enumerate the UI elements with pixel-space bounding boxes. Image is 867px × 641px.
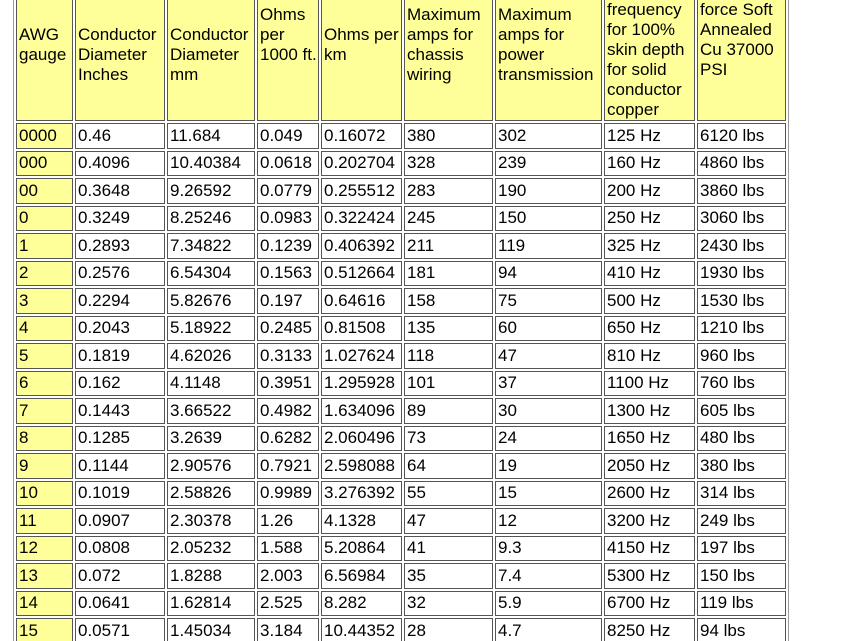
cell-diameter-inches: 0.1144 bbox=[75, 453, 165, 479]
cell-awg-gauge: 13 bbox=[16, 563, 73, 589]
cell-diameter-mm: 1.8288 bbox=[167, 563, 255, 589]
cell-ohms-per-1000ft: 1.26 bbox=[257, 508, 319, 534]
cell-diameter-inches: 0.1285 bbox=[75, 426, 165, 452]
cell-diameter-mm: 5.82676 bbox=[167, 288, 255, 314]
cell-diameter-inches: 0.0641 bbox=[75, 591, 165, 617]
cell-breaking-force: 150 lbs bbox=[697, 563, 786, 589]
cell-diameter-mm: 11.684 bbox=[167, 123, 255, 149]
cell-breaking-force: 960 lbs bbox=[697, 343, 786, 369]
cell-max-amps-chassis: 101 bbox=[404, 371, 493, 397]
header-diameter-mm: Conductor Diameter mm bbox=[167, 0, 255, 121]
cell-awg-gauge: 8 bbox=[16, 426, 73, 452]
table-row bbox=[16, 123, 786, 149]
cell-max-amps-chassis: 135 bbox=[404, 316, 493, 342]
cell-max-frequency: 5300 Hz bbox=[604, 563, 695, 589]
table-row bbox=[16, 288, 786, 314]
cell-ohms-per-1000ft: 0.9989 bbox=[257, 481, 319, 507]
header-max-amps-power: Maximum amps for power transmission bbox=[495, 0, 602, 121]
cell-max-amps-power: 5.9 bbox=[495, 591, 602, 617]
cell-diameter-inches: 0.0571 bbox=[75, 618, 165, 641]
cell-ohms-per-km: 2.060496 bbox=[321, 426, 402, 452]
cell-ohms-per-1000ft: 0.4982 bbox=[257, 398, 319, 424]
cell-breaking-force: 1930 lbs bbox=[697, 261, 786, 287]
cell-diameter-inches: 0.2294 bbox=[75, 288, 165, 314]
cell-ohms-per-1000ft: 0.2485 bbox=[257, 316, 319, 342]
cell-diameter-inches: 0.1443 bbox=[75, 398, 165, 424]
cell-awg-gauge: 12 bbox=[16, 536, 73, 562]
cell-diameter-inches: 0.1019 bbox=[75, 481, 165, 507]
cell-awg-gauge: 15 bbox=[16, 618, 73, 641]
cell-ohms-per-1000ft: 0.6282 bbox=[257, 426, 319, 452]
cell-diameter-inches: 0.2893 bbox=[75, 233, 165, 259]
cell-breaking-force: 94 lbs bbox=[697, 618, 786, 641]
cell-max-frequency: 325 Hz bbox=[604, 233, 695, 259]
cell-ohms-per-km: 6.56984 bbox=[321, 563, 402, 589]
cell-ohms-per-km: 0.64616 bbox=[321, 288, 402, 314]
cell-ohms-per-km: 10.44352 bbox=[321, 618, 402, 641]
cell-max-amps-power: 15 bbox=[495, 481, 602, 507]
cell-max-frequency: 3200 Hz bbox=[604, 508, 695, 534]
table-row bbox=[16, 371, 786, 397]
cell-ohms-per-1000ft: 0.049 bbox=[257, 123, 319, 149]
cell-diameter-inches: 0.4096 bbox=[75, 151, 165, 177]
cell-diameter-mm: 8.25246 bbox=[167, 206, 255, 232]
header-breaking-force: force Soft Annealed Cu 37000 PSI bbox=[697, 0, 786, 121]
cell-max-frequency: 2600 Hz bbox=[604, 481, 695, 507]
cell-breaking-force: 2430 lbs bbox=[697, 233, 786, 259]
table-row bbox=[16, 426, 786, 452]
cell-ohms-per-1000ft: 0.197 bbox=[257, 288, 319, 314]
cell-max-frequency: 1300 Hz bbox=[604, 398, 695, 424]
cell-awg-gauge: 00 bbox=[16, 178, 73, 204]
table-row bbox=[16, 453, 786, 479]
cell-breaking-force: 480 lbs bbox=[697, 426, 786, 452]
cell-breaking-force: 1210 lbs bbox=[697, 316, 786, 342]
cell-max-amps-chassis: 89 bbox=[404, 398, 493, 424]
cell-max-amps-power: 30 bbox=[495, 398, 602, 424]
cell-max-amps-chassis: 35 bbox=[404, 563, 493, 589]
cell-awg-gauge: 4 bbox=[16, 316, 73, 342]
table-row bbox=[16, 316, 786, 342]
cell-ohms-per-1000ft: 0.0983 bbox=[257, 206, 319, 232]
cell-max-amps-chassis: 211 bbox=[404, 233, 493, 259]
cell-max-frequency: 200 Hz bbox=[604, 178, 695, 204]
header-ohms-per-1000ft: Ohms per 1000 ft. bbox=[257, 0, 319, 121]
cell-ohms-per-km: 0.322424 bbox=[321, 206, 402, 232]
table-row bbox=[16, 481, 786, 507]
cell-ohms-per-km: 4.1328 bbox=[321, 508, 402, 534]
cell-ohms-per-km: 1.634096 bbox=[321, 398, 402, 424]
cell-diameter-mm: 2.58826 bbox=[167, 481, 255, 507]
cell-breaking-force: 249 lbs bbox=[697, 508, 786, 534]
cell-breaking-force: 3860 lbs bbox=[697, 178, 786, 204]
cell-diameter-inches: 0.3249 bbox=[75, 206, 165, 232]
cell-max-amps-chassis: 245 bbox=[404, 206, 493, 232]
cell-breaking-force: 6120 lbs bbox=[697, 123, 786, 149]
cell-awg-gauge: 2 bbox=[16, 261, 73, 287]
table-row bbox=[16, 398, 786, 424]
cell-ohms-per-1000ft: 0.0618 bbox=[257, 151, 319, 177]
cell-max-amps-chassis: 41 bbox=[404, 536, 493, 562]
cell-ohms-per-1000ft: 0.1563 bbox=[257, 261, 319, 287]
cell-max-frequency: 500 Hz bbox=[604, 288, 695, 314]
cell-breaking-force: 3060 lbs bbox=[697, 206, 786, 232]
cell-diameter-inches: 0.2043 bbox=[75, 316, 165, 342]
cell-max-amps-power: 4.7 bbox=[495, 618, 602, 641]
table-row bbox=[16, 563, 786, 589]
table-row bbox=[16, 233, 786, 259]
cell-ohms-per-km: 1.295928 bbox=[321, 371, 402, 397]
cell-max-amps-chassis: 47 bbox=[404, 508, 493, 534]
cell-breaking-force: 1530 lbs bbox=[697, 288, 786, 314]
wire-gauge-table-container bbox=[13, 0, 789, 641]
cell-max-amps-power: 19 bbox=[495, 453, 602, 479]
cell-ohms-per-1000ft: 0.3951 bbox=[257, 371, 319, 397]
cell-ohms-per-km: 0.406392 bbox=[321, 233, 402, 259]
cell-breaking-force: 760 lbs bbox=[697, 371, 786, 397]
cell-ohms-per-1000ft: 3.184 bbox=[257, 618, 319, 641]
cell-awg-gauge: 5 bbox=[16, 343, 73, 369]
cell-max-amps-power: 239 bbox=[495, 151, 602, 177]
cell-diameter-inches: 0.162 bbox=[75, 371, 165, 397]
cell-max-amps-chassis: 118 bbox=[404, 343, 493, 369]
cell-max-amps-power: 60 bbox=[495, 316, 602, 342]
cell-max-frequency: 810 Hz bbox=[604, 343, 695, 369]
cell-max-amps-power: 9.3 bbox=[495, 536, 602, 562]
cell-max-amps-power: 150 bbox=[495, 206, 602, 232]
cell-awg-gauge: 1 bbox=[16, 233, 73, 259]
cell-diameter-mm: 2.05232 bbox=[167, 536, 255, 562]
cell-ohms-per-km: 2.598088 bbox=[321, 453, 402, 479]
cell-breaking-force: 197 lbs bbox=[697, 536, 786, 562]
cell-max-amps-power: 119 bbox=[495, 233, 602, 259]
cell-max-amps-power: 37 bbox=[495, 371, 602, 397]
cell-diameter-mm: 2.30378 bbox=[167, 508, 255, 534]
cell-max-amps-chassis: 181 bbox=[404, 261, 493, 287]
cell-max-amps-power: 7.4 bbox=[495, 563, 602, 589]
cell-max-frequency: 4150 Hz bbox=[604, 536, 695, 562]
cell-diameter-inches: 0.1819 bbox=[75, 343, 165, 369]
table-row bbox=[16, 618, 786, 641]
cell-max-amps-power: 302 bbox=[495, 123, 602, 149]
cell-max-amps-power: 94 bbox=[495, 261, 602, 287]
cell-awg-gauge: 3 bbox=[16, 288, 73, 314]
table-row bbox=[16, 591, 786, 617]
cell-max-amps-chassis: 158 bbox=[404, 288, 493, 314]
cell-breaking-force: 380 lbs bbox=[697, 453, 786, 479]
cell-diameter-mm: 3.2639 bbox=[167, 426, 255, 452]
cell-max-frequency: 1650 Hz bbox=[604, 426, 695, 452]
cell-breaking-force: 605 lbs bbox=[697, 398, 786, 424]
cell-diameter-mm: 5.18922 bbox=[167, 316, 255, 342]
cell-breaking-force: 119 lbs bbox=[697, 591, 786, 617]
cell-ohms-per-1000ft: 0.0779 bbox=[257, 178, 319, 204]
header-diameter-inches: Conductor Diameter Inches bbox=[75, 0, 165, 121]
cell-awg-gauge: 11 bbox=[16, 508, 73, 534]
cell-max-frequency: 650 Hz bbox=[604, 316, 695, 342]
cell-awg-gauge: 0 bbox=[16, 206, 73, 232]
cell-awg-gauge: 7 bbox=[16, 398, 73, 424]
cell-max-amps-chassis: 28 bbox=[404, 618, 493, 641]
cell-ohms-per-km: 0.202704 bbox=[321, 151, 402, 177]
cell-ohms-per-1000ft: 2.525 bbox=[257, 591, 319, 617]
cell-max-amps-chassis: 32 bbox=[404, 591, 493, 617]
cell-breaking-force: 314 lbs bbox=[697, 481, 786, 507]
header-ohms-per-km: Ohms per km bbox=[321, 0, 402, 121]
table-row bbox=[16, 261, 786, 287]
header-max-frequency: frequency for 100% skin depth for solid conductor copper bbox=[604, 0, 695, 121]
cell-diameter-mm: 2.90576 bbox=[167, 453, 255, 479]
cell-max-frequency: 125 Hz bbox=[604, 123, 695, 149]
cell-diameter-inches: 0.46 bbox=[75, 123, 165, 149]
cell-diameter-inches: 0.072 bbox=[75, 563, 165, 589]
cell-ohms-per-km: 0.255512 bbox=[321, 178, 402, 204]
cell-diameter-inches: 0.0808 bbox=[75, 536, 165, 562]
cell-ohms-per-1000ft: 0.3133 bbox=[257, 343, 319, 369]
cell-ohms-per-km: 1.027624 bbox=[321, 343, 402, 369]
cell-ohms-per-1000ft: 0.7921 bbox=[257, 453, 319, 479]
cell-ohms-per-km: 0.16072 bbox=[321, 123, 402, 149]
cell-diameter-mm: 9.26592 bbox=[167, 178, 255, 204]
cell-diameter-mm: 1.62814 bbox=[167, 591, 255, 617]
cell-max-amps-power: 75 bbox=[495, 288, 602, 314]
cell-diameter-inches: 0.2576 bbox=[75, 261, 165, 287]
cell-ohms-per-km: 8.282 bbox=[321, 591, 402, 617]
cell-ohms-per-1000ft: 2.003 bbox=[257, 563, 319, 589]
cell-diameter-mm: 4.62026 bbox=[167, 343, 255, 369]
cell-diameter-mm: 3.66522 bbox=[167, 398, 255, 424]
cell-awg-gauge: 9 bbox=[16, 453, 73, 479]
cell-max-frequency: 6700 Hz bbox=[604, 591, 695, 617]
cell-max-amps-chassis: 64 bbox=[404, 453, 493, 479]
cell-diameter-inches: 0.0907 bbox=[75, 508, 165, 534]
cell-max-amps-chassis: 328 bbox=[404, 151, 493, 177]
cell-ohms-per-km: 3.276392 bbox=[321, 481, 402, 507]
cell-max-frequency: 410 Hz bbox=[604, 261, 695, 287]
cell-diameter-mm: 4.1148 bbox=[167, 371, 255, 397]
cell-diameter-mm: 7.34822 bbox=[167, 233, 255, 259]
cell-max-frequency: 2050 Hz bbox=[604, 453, 695, 479]
cell-max-frequency: 1100 Hz bbox=[604, 371, 695, 397]
cell-breaking-force: 4860 lbs bbox=[697, 151, 786, 177]
cell-max-amps-chassis: 73 bbox=[404, 426, 493, 452]
cell-max-amps-power: 12 bbox=[495, 508, 602, 534]
cell-diameter-mm: 6.54304 bbox=[167, 261, 255, 287]
cell-max-frequency: 250 Hz bbox=[604, 206, 695, 232]
cell-awg-gauge: 000 bbox=[16, 151, 73, 177]
table-row bbox=[16, 343, 786, 369]
table-row bbox=[16, 536, 786, 562]
cell-max-frequency: 160 Hz bbox=[604, 151, 695, 177]
cell-diameter-mm: 10.40384 bbox=[167, 151, 255, 177]
table-body bbox=[16, 123, 786, 641]
header-awg-gauge: AWG gauge bbox=[16, 0, 73, 121]
cell-max-amps-power: 47 bbox=[495, 343, 602, 369]
cell-max-amps-power: 190 bbox=[495, 178, 602, 204]
header-max-amps-chassis: Maximum amps for chassis wiring bbox=[404, 0, 493, 121]
cell-max-amps-power: 24 bbox=[495, 426, 602, 452]
table-header-row bbox=[16, 0, 786, 121]
table-row bbox=[16, 206, 786, 232]
cell-awg-gauge: 14 bbox=[16, 591, 73, 617]
cell-ohms-per-1000ft: 0.1239 bbox=[257, 233, 319, 259]
cell-max-amps-chassis: 283 bbox=[404, 178, 493, 204]
cell-diameter-inches: 0.3648 bbox=[75, 178, 165, 204]
cell-awg-gauge: 10 bbox=[16, 481, 73, 507]
cell-diameter-mm: 1.45034 bbox=[167, 618, 255, 641]
cell-max-amps-chassis: 55 bbox=[404, 481, 493, 507]
table-row bbox=[16, 178, 786, 204]
table-row bbox=[16, 151, 786, 177]
cell-ohms-per-km: 0.81508 bbox=[321, 316, 402, 342]
cell-ohms-per-km: 0.512664 bbox=[321, 261, 402, 287]
cell-max-amps-chassis: 380 bbox=[404, 123, 493, 149]
table-row bbox=[16, 508, 786, 534]
cell-ohms-per-km: 5.20864 bbox=[321, 536, 402, 562]
cell-max-frequency: 8250 Hz bbox=[604, 618, 695, 641]
awg-wire-gauge-table bbox=[13, 0, 789, 641]
cell-ohms-per-1000ft: 1.588 bbox=[257, 536, 319, 562]
cell-awg-gauge: 6 bbox=[16, 371, 73, 397]
cell-awg-gauge: 0000 bbox=[16, 123, 73, 149]
